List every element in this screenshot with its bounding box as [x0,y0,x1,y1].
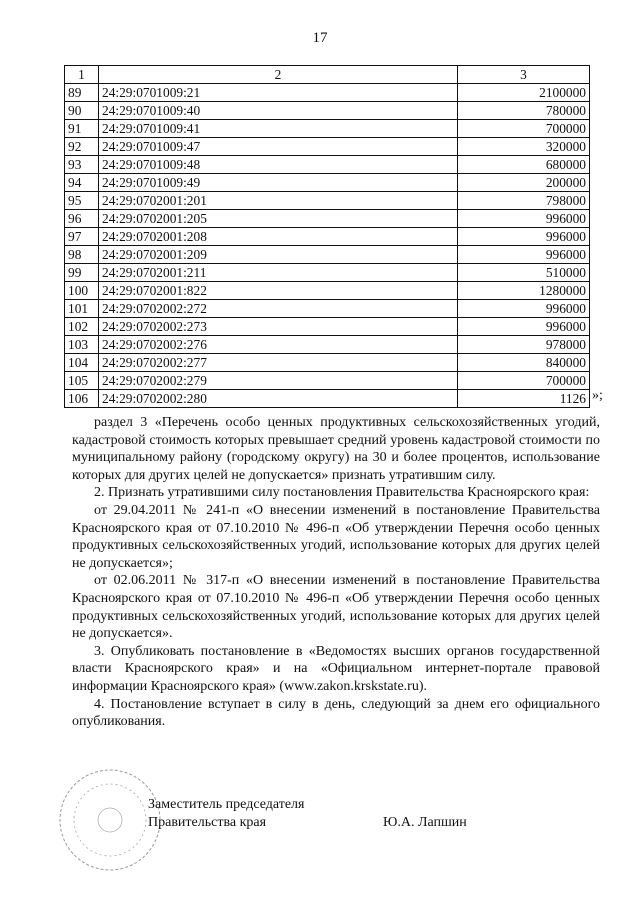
cadastral-number: 24:29:0702001:205 [99,210,458,228]
value: 996000 [458,246,590,264]
row-number: 99 [65,264,99,282]
cadastral-number: 24:29:0702002:272 [99,300,458,318]
column-header-cadastral-number: 2 [99,66,458,84]
value: 996000 [458,210,590,228]
cadastral-number: 24:29:0702001:208 [99,228,458,246]
row-number: 92 [65,138,99,156]
table-row [65,282,590,300]
row-number: 89 [65,84,99,102]
row-number: 104 [65,354,99,372]
paragraph-section-3: раздел 3 «Перечень особо ценных продуктивных сельскохозяйственных угодий, кадастровой стоимость которых превышает средний уровень кадастровой стоимости по муниципальному району (городскому округу) на 30 и более процентов, использование которых для других целей не допускается» признать утратившим силу. [72,415,600,483]
value: 200000 [458,174,590,192]
value: 700000 [458,120,590,138]
table-row [65,174,590,192]
cadastral-number: 24:29:0702002:277 [99,354,458,372]
value: 780000 [458,102,590,120]
value: 996000 [458,300,590,318]
value: 2100000 [458,84,590,102]
table-header-row [65,66,590,84]
row-number: 95 [65,192,99,210]
cadastral-number: 24:29:0701009:48 [99,156,458,174]
row-number: 98 [65,246,99,264]
row-number: 100 [65,282,99,300]
value: 680000 [458,156,590,174]
table-row [65,228,590,246]
value: 978000 [458,336,590,354]
row-number: 90 [65,102,99,120]
paragraph-decree-317: от 02.06.2011 № 317-п «О внесении изменений в постановление Правительства Красноярского края от 07.10.2010 № 496-п «Об утверждении Перечня особо ценных продуктивных сельскохозяйственных угодий, использование которых для других целей не допускается». [72,573,600,642]
table-row [65,102,590,120]
row-number: 103 [65,336,99,354]
row-number: 101 [65,300,99,318]
table-row [65,138,590,156]
table-row [65,210,590,228]
cadastral-number: 24:29:0702002:276 [99,336,458,354]
row-number: 97 [65,228,99,246]
cadastral-number: 24:29:0702002:279 [99,372,458,390]
cadastral-number: 24:29:0702002:280 [99,390,458,408]
page-number: 17 [312,30,328,46]
paragraph-item-4: 4. Постановление вступает в силу в день, следующий за днем его официального опубликования. [72,696,600,730]
table-closing-mark: »; [592,388,603,403]
column-header-number: 1 [65,66,99,84]
table-row [65,354,590,372]
value: 700000 [458,372,590,390]
cadastral-number: 24:29:0702001:822 [99,282,458,300]
cadastral-number: 24:29:0701009:47 [99,138,458,156]
table-row [65,300,590,318]
cadastral-number: 24:29:0702001:201 [99,192,458,210]
table-row [65,120,590,138]
cadastral-number: 24:29:0702001:211 [99,264,458,282]
value: 996000 [458,318,590,336]
body-text [72,414,600,731]
cadastral-number: 24:29:0702002:273 [99,318,458,336]
table-row [65,336,590,354]
value: 798000 [458,192,590,210]
cadastral-number: 24:29:0701009:40 [99,102,458,120]
table-row [65,192,590,210]
row-number: 102 [65,318,99,336]
value: 840000 [458,354,590,372]
paragraph-item-3: 3. Опубликовать постановление в «Ведомостях высших органов государственной власти Красноярского края» и на «Официальном интернет-портале правовой информации Красноярского края» (www.zakon.krskstate.ru). [72,643,600,694]
table-row [65,390,590,408]
value: 320000 [458,138,590,156]
signatory-position-line-1: Заместитель председателя [148,797,305,812]
row-number: 94 [65,174,99,192]
paragraph-decree-241: от 29.04.2011 № 241-п «О внесении изменений в постановление Правительства Красноярского края от 07.10.2010 № 496-п «Об утверждении Перечня особо ценных продуктивных сельскохозяйственных угодий, использование которых для других целей не допускается»; [72,502,600,571]
value: 996000 [458,228,590,246]
cadastral-number: 24:29:0702001:209 [99,246,458,264]
table-row [65,264,590,282]
cadastral-number: 24:29:0701009:41 [99,120,458,138]
column-header-value: 3 [458,66,590,84]
table-row [65,84,590,102]
table-body [65,84,590,408]
paragraph-item-2: 2. Признать утратившими силу постановления Правительства Красноярского края: [94,485,590,501]
cadastral-table [64,65,590,408]
row-number: 106 [65,390,99,408]
value: 1126 [458,390,590,408]
row-number: 93 [65,156,99,174]
table-row [65,246,590,264]
value: 510000 [458,264,590,282]
row-number: 96 [65,210,99,228]
signatory-name: Ю.А. Лапшин [383,815,467,830]
row-number: 105 [65,372,99,390]
table-row [65,318,590,336]
value: 1280000 [458,282,590,300]
table-row [65,156,590,174]
signatory-position-line-2: Правительства края [148,815,267,830]
table-row [65,372,590,390]
row-number: 91 [65,120,99,138]
cadastral-number: 24:29:0701009:21 [99,84,458,102]
cadastral-number: 24:29:0701009:49 [99,174,458,192]
